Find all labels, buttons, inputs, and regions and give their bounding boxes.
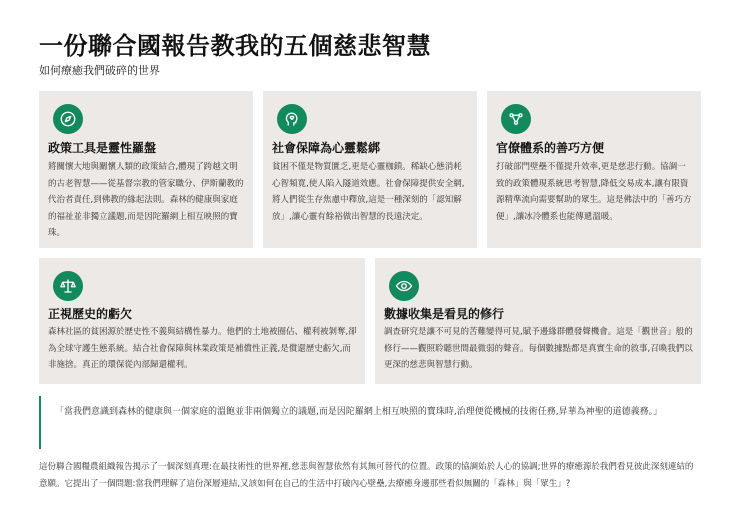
card-title: 官僚體系的善巧方便 (496, 141, 605, 155)
card-data-seeing (375, 258, 701, 384)
page-title: 一份聯合國報告教我的五個慈悲智慧 (39, 32, 431, 60)
pull-quote: 「當我們意識到森林的健康與一個家庭的溫飽並非兩個獨立的議題,而是因陀羅網上相互映照的寶珠時,治理便從機械的技術任務,昇華為神聖的道德義務。」 (39, 396, 701, 449)
eye-icon (389, 271, 419, 301)
card-title: 社會保障為心靈鬆綁 (272, 141, 381, 155)
card-text: 貧困不僅是物質匱乏,更是心靈枷鎖。稀缺心態消耗心智頻寬,使人陷入隧道效應。社會保障提供安全網,將人們從生存焦慮中釋放,這是一種深刻的「認知解放」,讓心靈有餘裕做出智慧的長遠決定。 (272, 162, 465, 222)
network-icon (501, 104, 531, 134)
compass-icon (53, 104, 83, 134)
scales-icon (53, 271, 83, 301)
card-text: 將關懷大地與關懷人類的政策結合,體現了跨越文明的古老智慧——從基督宗教的管家職分、伊斯蘭教的代治者責任,到佛教的緣起法則。森林的健康與家庭的福祉並非獨立議題,而是因陀羅網上相互映照的寶珠。 (48, 162, 244, 238)
card-title: 政策工具是靈性羅盤 (48, 141, 157, 155)
card-title: 數據收集是看見的修行 (384, 307, 505, 321)
card-title: 正視歷史的虧欠 (48, 307, 133, 321)
card-text: 森林社區的貧困源於歷史性不義與結構性暴力。他們的土地被圈佔、權利被剝奪,卻為全球守護生態系統。結合社會保障與林業政策是補償性正義,是償還歷史虧欠,而非施捨。真正的環保從內部歸還權利。 (48, 327, 357, 370)
closing-paragraph: 這份聯合國糧農組織報告揭示了一個深刻真理:在最技術性的世界裡,慈悲與智慧依然有其無可替代的位置。政策的協調始於人心的協調;世界的療癒源於我們看見彼此深刻連結的意願。它提出了一個問題:當我們理解了這份深層連結,又該如何在自己的生活中打破內心壁壘,去療癒身邊那些看似無關的「森林」與「眾生」? (39, 462, 694, 489)
card-historical-debt (39, 258, 365, 384)
head-heart-icon (277, 104, 307, 134)
card-social-protection (263, 91, 477, 248)
card-policy-compass (39, 91, 253, 248)
card-text: 打破部門壁壘不僅提升效率,更是慈悲行動。協調一致的政策體現系統思考智慧,降低交易成本,讓有限資源精準流向需要幫助的眾生。這是佛法中的「善巧方便」,讓冰冷體系也能傳遞溫暖。 (496, 162, 692, 222)
card-text: 調查研究是讓不可見的苦難變得可見,賦予邊緣群體發聲機會。這是「觀世音」般的修行——觀照聆聽世間最微弱的聲音。每個數據點都是真實生命的敘事,召喚我們以更深的慈悲與智慧行動。 (384, 327, 693, 370)
card-skillful-means (487, 91, 701, 248)
page-subtitle: 如何療癒我們破碎的世界 (39, 64, 160, 77)
